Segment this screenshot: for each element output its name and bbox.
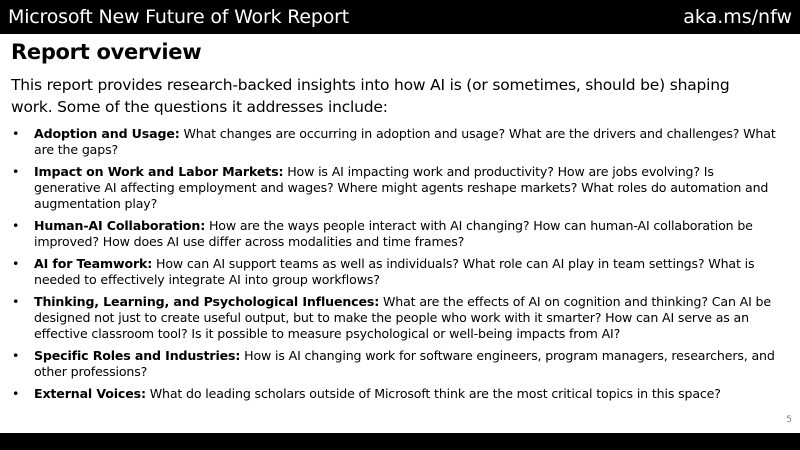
list-item-text: What do leading scholars outside of Microsoft think are the most critical topics in this space? xyxy=(145,386,721,401)
bullet-icon: • xyxy=(12,126,20,141)
list-item-lead: External Voices: xyxy=(34,386,146,401)
list-item xyxy=(12,164,780,212)
intro-paragraph: This report provides research-backed insights into how AI is (or sometimes, should be) shaping work. Some of the questions it addresses include: xyxy=(11,76,730,116)
list-item-text: What changes are occurring in adoption and usage? What are the drivers and challenges? What are the gaps? xyxy=(34,126,776,157)
list-item-text: How is AI impacting work and productivity? How are jobs evolving? Is generative AI affecting employment and wages? Where might agents reshape markets? What roles do automation and augmentation play? xyxy=(34,164,769,211)
bullet-icon: • xyxy=(12,218,20,233)
list-item-lead: Specific Roles and Industries: xyxy=(34,348,241,363)
list-item-text: How can AI support teams as well as individuals? What role can AI play in team settings? What is needed to effectively integrate AI into group workflows? xyxy=(34,256,755,287)
header-bar xyxy=(0,0,800,34)
report-link[interactable]: aka.ms/nfw xyxy=(683,6,792,28)
list-item xyxy=(12,218,780,250)
bullet-icon: • xyxy=(12,294,20,309)
list-item xyxy=(12,348,780,380)
bullet-icon: • xyxy=(12,386,20,401)
list-item-lead: Human-AI Collaboration: xyxy=(34,218,206,233)
list-item-lead: Impact on Work and Labor Markets: xyxy=(34,164,284,179)
footer-bar xyxy=(0,433,800,450)
list-item xyxy=(12,126,780,158)
bullet-icon: • xyxy=(12,164,20,179)
report-title: Microsoft New Future of Work Report xyxy=(8,6,350,28)
list-item-text: How is AI changing work for software engineers, program managers, researchers, and other professions? xyxy=(34,348,775,379)
list-item xyxy=(12,294,780,342)
questions-list xyxy=(12,126,780,408)
list-item-lead: AI for Teamwork: xyxy=(34,256,153,271)
bullet-icon: • xyxy=(12,256,20,271)
list-item-text: How are the ways people interact with AI changing? How can human-AI collaboration be improved? How does AI use differ across modalities and time frames? xyxy=(34,218,753,249)
page-number: 5 xyxy=(786,415,792,425)
list-item-lead: Adoption and Usage: xyxy=(34,126,180,141)
bullet-icon: • xyxy=(12,348,20,363)
list-item xyxy=(12,256,780,288)
list-item-text: What are the effects of AI on cognition and thinking? Can AI be designed not just to create useful output, but to make the people who work with it smarter? How can AI serve as an effective classroom tool? Is it possible to measure psychological or well-being impacts from AI? xyxy=(34,294,771,341)
list-item xyxy=(12,386,780,402)
list-item-lead: Thinking, Learning, and Psychological Influences: xyxy=(34,294,380,309)
page-title: Report overview xyxy=(11,40,202,64)
